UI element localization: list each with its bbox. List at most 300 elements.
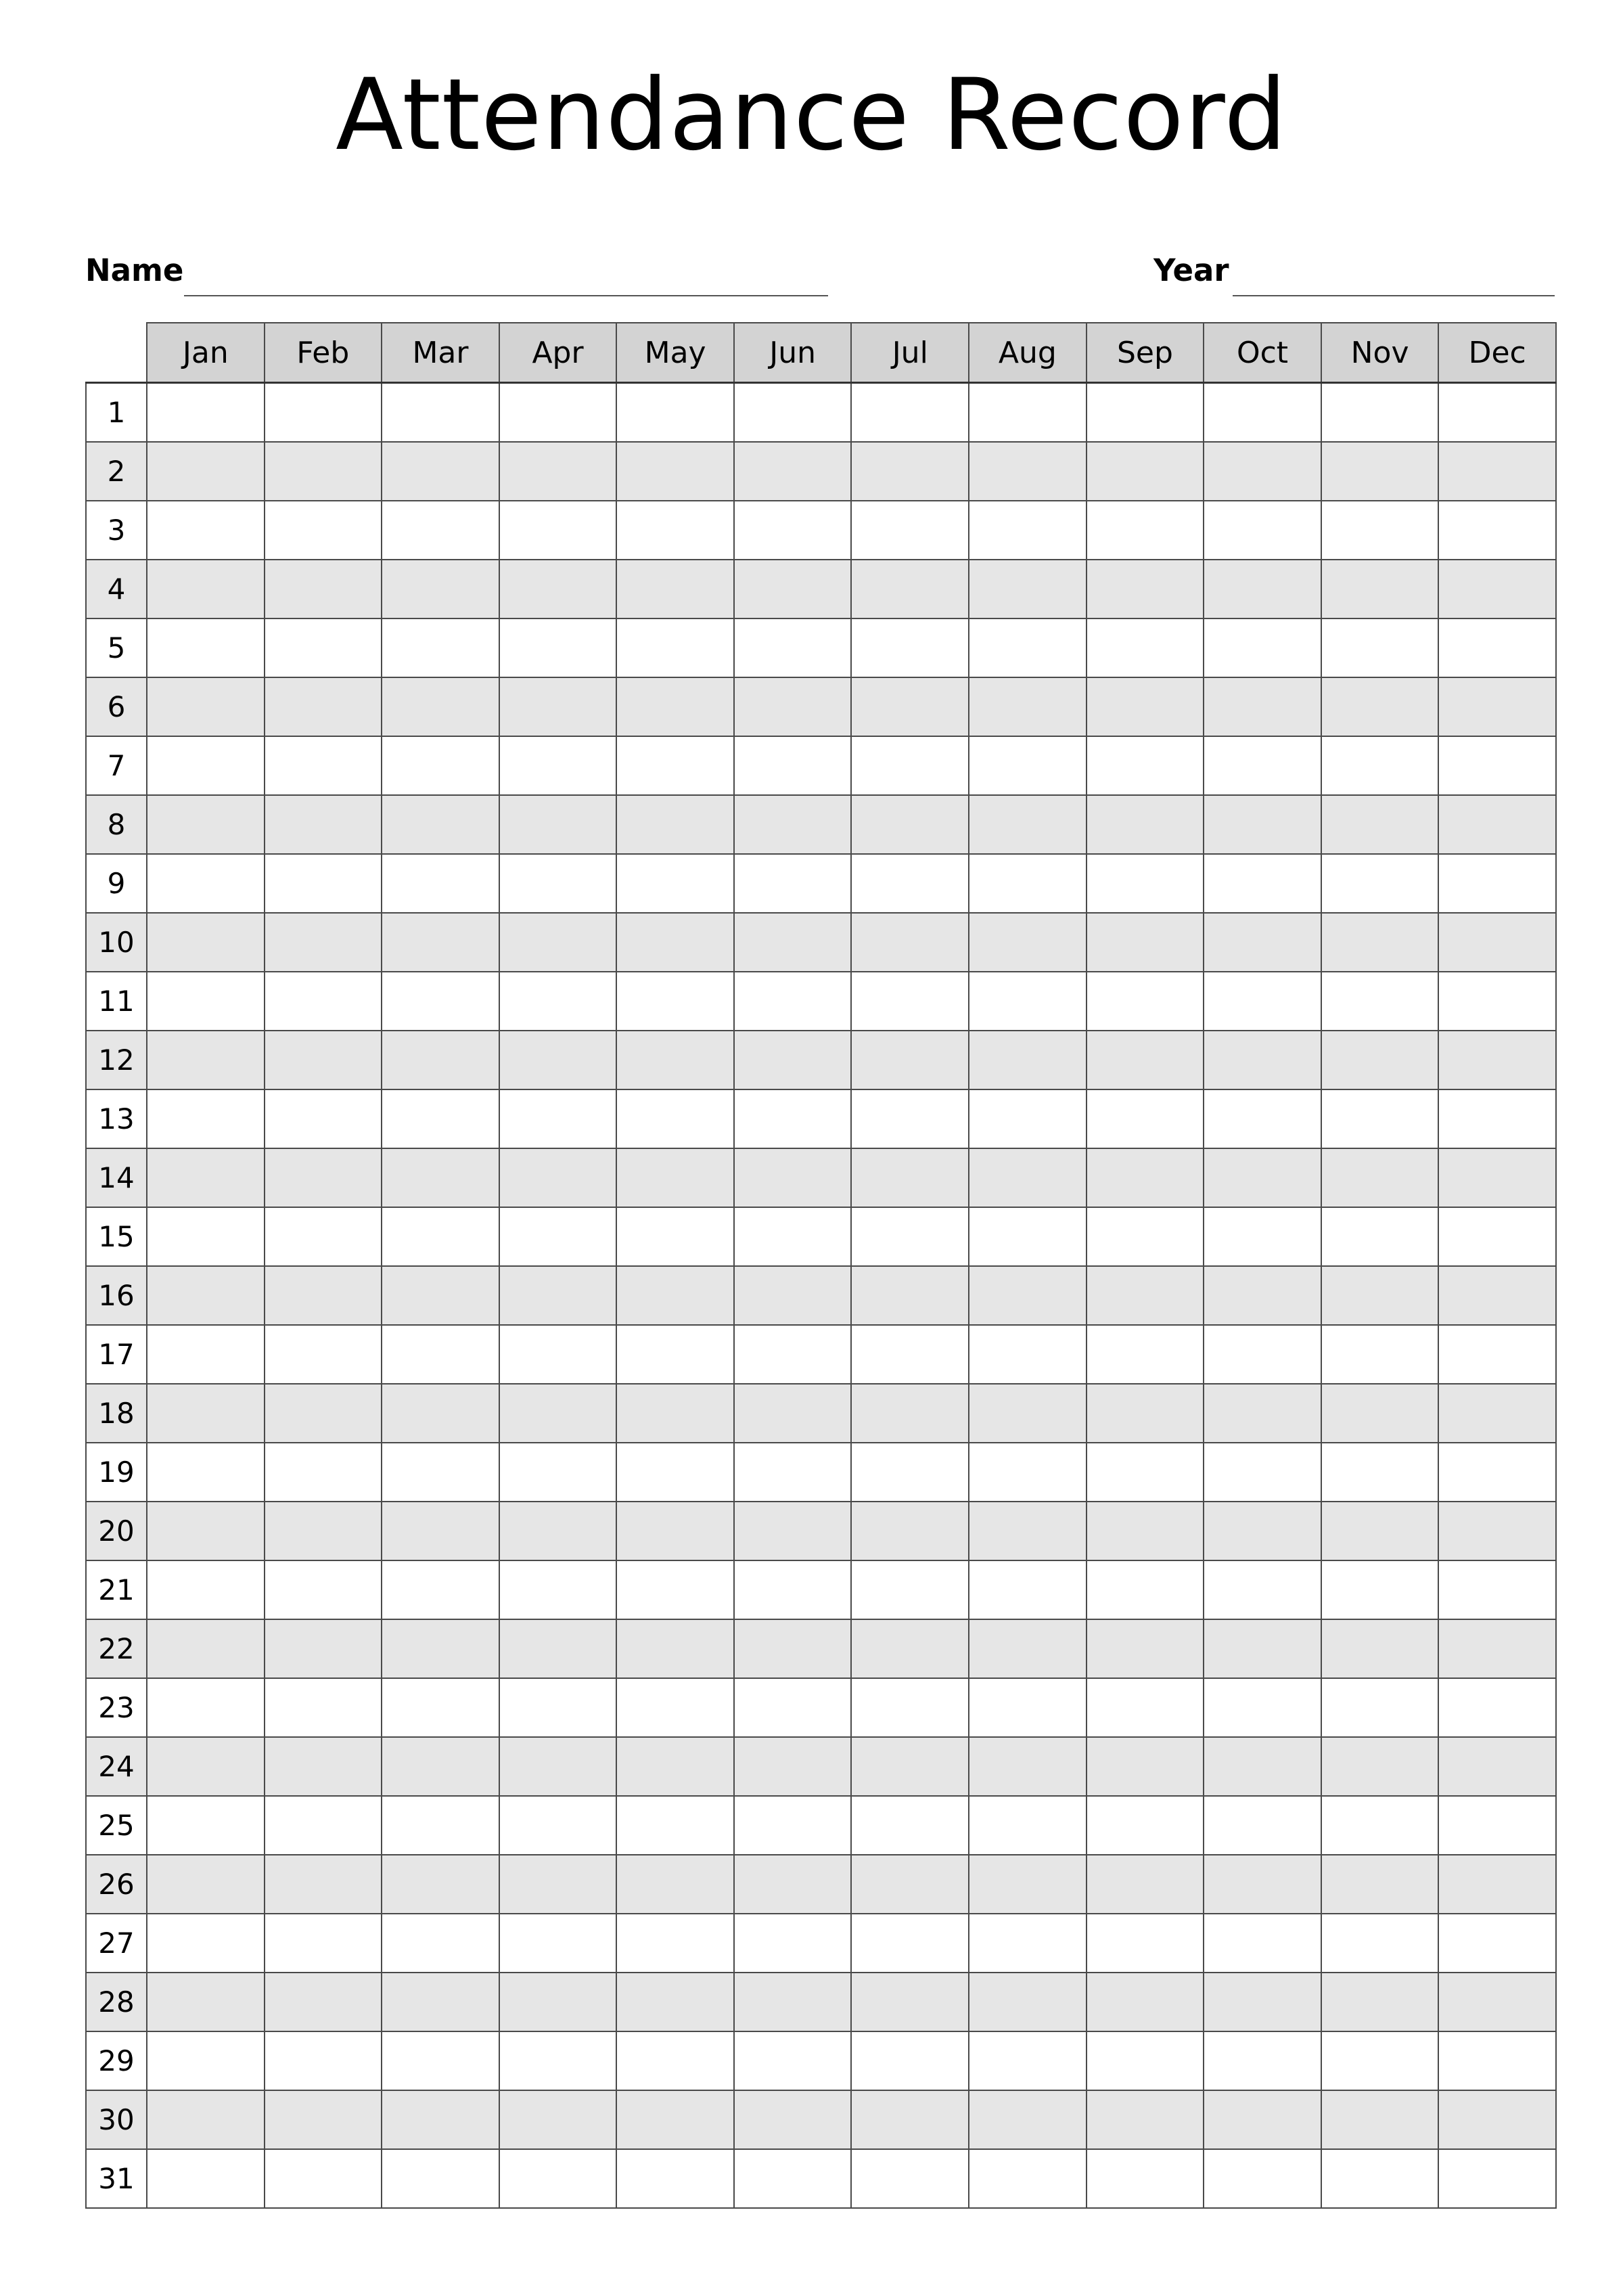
attendance-cell-feb[interactable] bbox=[265, 383, 382, 443]
attendance-cell-mar[interactable] bbox=[382, 442, 499, 501]
attendance-cell-mar[interactable] bbox=[382, 1089, 499, 1148]
attendance-cell-aug[interactable] bbox=[969, 1737, 1087, 1796]
attendance-cell-sep[interactable] bbox=[1087, 1737, 1204, 1796]
attendance-cell-jun[interactable] bbox=[734, 736, 852, 795]
attendance-cell-jan[interactable] bbox=[147, 1619, 265, 1678]
attendance-cell-apr[interactable] bbox=[499, 1089, 617, 1148]
attendance-cell-jul[interactable] bbox=[851, 1089, 969, 1148]
attendance-cell-nov[interactable] bbox=[1321, 2149, 1439, 2208]
attendance-cell-oct[interactable] bbox=[1204, 795, 1321, 854]
attendance-cell-sep[interactable] bbox=[1087, 1678, 1204, 1737]
attendance-cell-sep[interactable] bbox=[1087, 618, 1204, 677]
attendance-cell-mar[interactable] bbox=[382, 2090, 499, 2149]
attendance-cell-jun[interactable] bbox=[734, 1678, 852, 1737]
attendance-cell-apr[interactable] bbox=[499, 1148, 617, 1207]
attendance-cell-apr[interactable] bbox=[499, 1678, 617, 1737]
attendance-cell-aug[interactable] bbox=[969, 1207, 1087, 1266]
attendance-cell-jan[interactable] bbox=[147, 854, 265, 913]
attendance-cell-dec[interactable] bbox=[1438, 2031, 1556, 2090]
attendance-cell-dec[interactable] bbox=[1438, 854, 1556, 913]
attendance-cell-apr[interactable] bbox=[499, 1619, 617, 1678]
attendance-cell-aug[interactable] bbox=[969, 1443, 1087, 1502]
attendance-cell-mar[interactable] bbox=[382, 1266, 499, 1325]
attendance-cell-aug[interactable] bbox=[969, 854, 1087, 913]
attendance-cell-may[interactable] bbox=[616, 1560, 734, 1619]
attendance-cell-feb[interactable] bbox=[265, 677, 382, 736]
attendance-cell-nov[interactable] bbox=[1321, 795, 1439, 854]
attendance-cell-aug[interactable] bbox=[969, 736, 1087, 795]
attendance-cell-feb[interactable] bbox=[265, 1089, 382, 1148]
attendance-cell-mar[interactable] bbox=[382, 1737, 499, 1796]
attendance-cell-jan[interactable] bbox=[147, 1031, 265, 1089]
attendance-cell-may[interactable] bbox=[616, 1207, 734, 1266]
attendance-cell-aug[interactable] bbox=[969, 1031, 1087, 1089]
attendance-cell-oct[interactable] bbox=[1204, 1266, 1321, 1325]
attendance-cell-feb[interactable] bbox=[265, 972, 382, 1031]
attendance-cell-mar[interactable] bbox=[382, 736, 499, 795]
attendance-cell-feb[interactable] bbox=[265, 618, 382, 677]
attendance-cell-oct[interactable] bbox=[1204, 1443, 1321, 1502]
attendance-cell-jan[interactable] bbox=[147, 618, 265, 677]
attendance-cell-may[interactable] bbox=[616, 618, 734, 677]
attendance-cell-jan[interactable] bbox=[147, 1502, 265, 1560]
attendance-cell-aug[interactable] bbox=[969, 442, 1087, 501]
attendance-cell-jun[interactable] bbox=[734, 1148, 852, 1207]
attendance-cell-may[interactable] bbox=[616, 2090, 734, 2149]
attendance-cell-jun[interactable] bbox=[734, 383, 852, 443]
attendance-cell-sep[interactable] bbox=[1087, 854, 1204, 913]
attendance-cell-may[interactable] bbox=[616, 913, 734, 972]
attendance-cell-nov[interactable] bbox=[1321, 1678, 1439, 1737]
attendance-cell-jan[interactable] bbox=[147, 1325, 265, 1384]
attendance-cell-feb[interactable] bbox=[265, 501, 382, 560]
attendance-cell-may[interactable] bbox=[616, 2149, 734, 2208]
attendance-cell-dec[interactable] bbox=[1438, 442, 1556, 501]
attendance-cell-mar[interactable] bbox=[382, 560, 499, 618]
attendance-cell-mar[interactable] bbox=[382, 618, 499, 677]
attendance-cell-dec[interactable] bbox=[1438, 913, 1556, 972]
attendance-cell-apr[interactable] bbox=[499, 560, 617, 618]
attendance-cell-jun[interactable] bbox=[734, 560, 852, 618]
attendance-cell-jul[interactable] bbox=[851, 1737, 969, 1796]
attendance-cell-feb[interactable] bbox=[265, 2149, 382, 2208]
attendance-cell-sep[interactable] bbox=[1087, 1914, 1204, 1973]
attendance-cell-oct[interactable] bbox=[1204, 1207, 1321, 1266]
attendance-cell-sep[interactable] bbox=[1087, 1148, 1204, 1207]
attendance-cell-aug[interactable] bbox=[969, 1148, 1087, 1207]
attendance-cell-jul[interactable] bbox=[851, 501, 969, 560]
attendance-cell-nov[interactable] bbox=[1321, 854, 1439, 913]
attendance-cell-apr[interactable] bbox=[499, 1443, 617, 1502]
attendance-cell-feb[interactable] bbox=[265, 2090, 382, 2149]
attendance-cell-sep[interactable] bbox=[1087, 913, 1204, 972]
attendance-cell-jul[interactable] bbox=[851, 383, 969, 443]
attendance-cell-sep[interactable] bbox=[1087, 1443, 1204, 1502]
attendance-cell-oct[interactable] bbox=[1204, 1560, 1321, 1619]
attendance-cell-feb[interactable] bbox=[265, 1502, 382, 1560]
attendance-cell-mar[interactable] bbox=[382, 1678, 499, 1737]
attendance-cell-dec[interactable] bbox=[1438, 1325, 1556, 1384]
attendance-cell-dec[interactable] bbox=[1438, 1266, 1556, 1325]
attendance-cell-jul[interactable] bbox=[851, 1502, 969, 1560]
attendance-cell-may[interactable] bbox=[616, 854, 734, 913]
attendance-cell-oct[interactable] bbox=[1204, 1678, 1321, 1737]
attendance-cell-feb[interactable] bbox=[265, 1737, 382, 1796]
attendance-cell-apr[interactable] bbox=[499, 383, 617, 443]
attendance-cell-dec[interactable] bbox=[1438, 972, 1556, 1031]
attendance-cell-dec[interactable] bbox=[1438, 560, 1556, 618]
attendance-cell-jan[interactable] bbox=[147, 501, 265, 560]
attendance-cell-jul[interactable] bbox=[851, 1796, 969, 1855]
attendance-cell-may[interactable] bbox=[616, 1619, 734, 1678]
attendance-cell-apr[interactable] bbox=[499, 913, 617, 972]
attendance-cell-aug[interactable] bbox=[969, 618, 1087, 677]
attendance-cell-jan[interactable] bbox=[147, 1796, 265, 1855]
attendance-cell-mar[interactable] bbox=[382, 677, 499, 736]
attendance-cell-apr[interactable] bbox=[499, 1502, 617, 1560]
attendance-cell-apr[interactable] bbox=[499, 854, 617, 913]
attendance-cell-jan[interactable] bbox=[147, 1089, 265, 1148]
attendance-cell-jan[interactable] bbox=[147, 2031, 265, 2090]
attendance-cell-oct[interactable] bbox=[1204, 1384, 1321, 1443]
attendance-cell-oct[interactable] bbox=[1204, 1737, 1321, 1796]
attendance-cell-jul[interactable] bbox=[851, 795, 969, 854]
attendance-cell-jan[interactable] bbox=[147, 1443, 265, 1502]
attendance-cell-oct[interactable] bbox=[1204, 1325, 1321, 1384]
attendance-cell-jun[interactable] bbox=[734, 1031, 852, 1089]
attendance-cell-oct[interactable] bbox=[1204, 442, 1321, 501]
attendance-cell-mar[interactable] bbox=[382, 1973, 499, 2031]
attendance-cell-mar[interactable] bbox=[382, 1619, 499, 1678]
attendance-cell-aug[interactable] bbox=[969, 1560, 1087, 1619]
attendance-cell-sep[interactable] bbox=[1087, 1855, 1204, 1914]
attendance-cell-jan[interactable] bbox=[147, 1737, 265, 1796]
attendance-cell-aug[interactable] bbox=[969, 913, 1087, 972]
attendance-cell-mar[interactable] bbox=[382, 795, 499, 854]
attendance-cell-feb[interactable] bbox=[265, 1678, 382, 1737]
attendance-cell-jul[interactable] bbox=[851, 972, 969, 1031]
attendance-cell-feb[interactable] bbox=[265, 1325, 382, 1384]
attendance-cell-sep[interactable] bbox=[1087, 1973, 1204, 2031]
attendance-cell-nov[interactable] bbox=[1321, 1207, 1439, 1266]
attendance-cell-dec[interactable] bbox=[1438, 1148, 1556, 1207]
attendance-cell-jul[interactable] bbox=[851, 1619, 969, 1678]
attendance-cell-sep[interactable] bbox=[1087, 1266, 1204, 1325]
attendance-cell-oct[interactable] bbox=[1204, 1089, 1321, 1148]
attendance-cell-nov[interactable] bbox=[1321, 1384, 1439, 1443]
attendance-cell-oct[interactable] bbox=[1204, 913, 1321, 972]
attendance-cell-may[interactable] bbox=[616, 2031, 734, 2090]
attendance-cell-jan[interactable] bbox=[147, 1973, 265, 2031]
attendance-cell-feb[interactable] bbox=[265, 1148, 382, 1207]
attendance-cell-mar[interactable] bbox=[382, 2031, 499, 2090]
attendance-cell-may[interactable] bbox=[616, 383, 734, 443]
attendance-cell-jun[interactable] bbox=[734, 972, 852, 1031]
attendance-cell-nov[interactable] bbox=[1321, 972, 1439, 1031]
attendance-cell-oct[interactable] bbox=[1204, 972, 1321, 1031]
attendance-cell-dec[interactable] bbox=[1438, 1502, 1556, 1560]
attendance-cell-apr[interactable] bbox=[499, 1266, 617, 1325]
attendance-cell-sep[interactable] bbox=[1087, 2149, 1204, 2208]
attendance-cell-may[interactable] bbox=[616, 1855, 734, 1914]
attendance-cell-nov[interactable] bbox=[1321, 2090, 1439, 2149]
attendance-cell-dec[interactable] bbox=[1438, 1031, 1556, 1089]
attendance-cell-jan[interactable] bbox=[147, 1678, 265, 1737]
attendance-cell-may[interactable] bbox=[616, 1678, 734, 1737]
attendance-cell-nov[interactable] bbox=[1321, 1796, 1439, 1855]
attendance-cell-nov[interactable] bbox=[1321, 442, 1439, 501]
attendance-cell-feb[interactable] bbox=[265, 1855, 382, 1914]
attendance-cell-jan[interactable] bbox=[147, 560, 265, 618]
attendance-cell-dec[interactable] bbox=[1438, 1560, 1556, 1619]
attendance-cell-dec[interactable] bbox=[1438, 1973, 1556, 2031]
attendance-cell-jul[interactable] bbox=[851, 1914, 969, 1973]
attendance-cell-dec[interactable] bbox=[1438, 795, 1556, 854]
attendance-cell-jun[interactable] bbox=[734, 1384, 852, 1443]
attendance-cell-nov[interactable] bbox=[1321, 1737, 1439, 1796]
attendance-cell-jun[interactable] bbox=[734, 442, 852, 501]
attendance-cell-dec[interactable] bbox=[1438, 1796, 1556, 1855]
attendance-cell-jul[interactable] bbox=[851, 1855, 969, 1914]
attendance-cell-jan[interactable] bbox=[147, 2090, 265, 2149]
attendance-cell-dec[interactable] bbox=[1438, 736, 1556, 795]
attendance-cell-nov[interactable] bbox=[1321, 560, 1439, 618]
attendance-cell-dec[interactable] bbox=[1438, 1443, 1556, 1502]
attendance-cell-jul[interactable] bbox=[851, 1207, 969, 1266]
attendance-cell-sep[interactable] bbox=[1087, 1560, 1204, 1619]
attendance-cell-nov[interactable] bbox=[1321, 1914, 1439, 1973]
attendance-cell-may[interactable] bbox=[616, 1089, 734, 1148]
attendance-cell-jul[interactable] bbox=[851, 1148, 969, 1207]
attendance-cell-nov[interactable] bbox=[1321, 618, 1439, 677]
attendance-cell-jul[interactable] bbox=[851, 677, 969, 736]
attendance-cell-dec[interactable] bbox=[1438, 1384, 1556, 1443]
attendance-cell-aug[interactable] bbox=[969, 677, 1087, 736]
attendance-cell-dec[interactable] bbox=[1438, 2090, 1556, 2149]
attendance-cell-may[interactable] bbox=[616, 736, 734, 795]
attendance-cell-jul[interactable] bbox=[851, 1266, 969, 1325]
attendance-cell-apr[interactable] bbox=[499, 618, 617, 677]
attendance-cell-dec[interactable] bbox=[1438, 2149, 1556, 2208]
attendance-cell-apr[interactable] bbox=[499, 1325, 617, 1384]
attendance-cell-aug[interactable] bbox=[969, 1855, 1087, 1914]
attendance-cell-nov[interactable] bbox=[1321, 1855, 1439, 1914]
attendance-cell-feb[interactable] bbox=[265, 1384, 382, 1443]
attendance-cell-apr[interactable] bbox=[499, 1031, 617, 1089]
attendance-cell-nov[interactable] bbox=[1321, 383, 1439, 443]
attendance-cell-sep[interactable] bbox=[1087, 442, 1204, 501]
attendance-cell-oct[interactable] bbox=[1204, 677, 1321, 736]
attendance-cell-oct[interactable] bbox=[1204, 2031, 1321, 2090]
attendance-cell-jan[interactable] bbox=[147, 1207, 265, 1266]
attendance-cell-jan[interactable] bbox=[147, 972, 265, 1031]
attendance-cell-aug[interactable] bbox=[969, 501, 1087, 560]
attendance-cell-may[interactable] bbox=[616, 1502, 734, 1560]
attendance-cell-apr[interactable] bbox=[499, 2149, 617, 2208]
attendance-cell-nov[interactable] bbox=[1321, 1973, 1439, 2031]
attendance-cell-nov[interactable] bbox=[1321, 913, 1439, 972]
attendance-cell-aug[interactable] bbox=[969, 1384, 1087, 1443]
attendance-cell-sep[interactable] bbox=[1087, 1796, 1204, 1855]
attendance-cell-oct[interactable] bbox=[1204, 1973, 1321, 2031]
attendance-cell-feb[interactable] bbox=[265, 1443, 382, 1502]
attendance-cell-feb[interactable] bbox=[265, 2031, 382, 2090]
attendance-cell-apr[interactable] bbox=[499, 677, 617, 736]
attendance-cell-aug[interactable] bbox=[969, 1325, 1087, 1384]
attendance-cell-jan[interactable] bbox=[147, 1560, 265, 1619]
attendance-cell-nov[interactable] bbox=[1321, 501, 1439, 560]
attendance-cell-jul[interactable] bbox=[851, 736, 969, 795]
attendance-cell-sep[interactable] bbox=[1087, 795, 1204, 854]
attendance-cell-jun[interactable] bbox=[734, 854, 852, 913]
attendance-cell-mar[interactable] bbox=[382, 1796, 499, 1855]
attendance-cell-sep[interactable] bbox=[1087, 677, 1204, 736]
attendance-cell-sep[interactable] bbox=[1087, 383, 1204, 443]
attendance-cell-aug[interactable] bbox=[969, 2090, 1087, 2149]
attendance-cell-nov[interactable] bbox=[1321, 1266, 1439, 1325]
attendance-cell-dec[interactable] bbox=[1438, 1855, 1556, 1914]
attendance-cell-jun[interactable] bbox=[734, 2031, 852, 2090]
attendance-cell-feb[interactable] bbox=[265, 560, 382, 618]
attendance-cell-jun[interactable] bbox=[734, 2149, 852, 2208]
attendance-cell-may[interactable] bbox=[616, 1325, 734, 1384]
attendance-cell-mar[interactable] bbox=[382, 1560, 499, 1619]
attendance-cell-jun[interactable] bbox=[734, 1089, 852, 1148]
attendance-cell-jul[interactable] bbox=[851, 442, 969, 501]
attendance-cell-dec[interactable] bbox=[1438, 677, 1556, 736]
attendance-cell-oct[interactable] bbox=[1204, 618, 1321, 677]
attendance-cell-jun[interactable] bbox=[734, 795, 852, 854]
attendance-cell-nov[interactable] bbox=[1321, 677, 1439, 736]
attendance-cell-sep[interactable] bbox=[1087, 1031, 1204, 1089]
attendance-cell-mar[interactable] bbox=[382, 1325, 499, 1384]
attendance-cell-may[interactable] bbox=[616, 1148, 734, 1207]
attendance-cell-dec[interactable] bbox=[1438, 1619, 1556, 1678]
attendance-cell-jan[interactable] bbox=[147, 1855, 265, 1914]
attendance-cell-jun[interactable] bbox=[734, 1443, 852, 1502]
attendance-cell-aug[interactable] bbox=[969, 1678, 1087, 1737]
attendance-cell-jan[interactable] bbox=[147, 913, 265, 972]
attendance-cell-nov[interactable] bbox=[1321, 1443, 1439, 1502]
attendance-cell-aug[interactable] bbox=[969, 1973, 1087, 2031]
attendance-cell-apr[interactable] bbox=[499, 1973, 617, 2031]
attendance-cell-jun[interactable] bbox=[734, 1855, 852, 1914]
attendance-cell-nov[interactable] bbox=[1321, 1502, 1439, 1560]
attendance-cell-may[interactable] bbox=[616, 1031, 734, 1089]
attendance-cell-aug[interactable] bbox=[969, 1796, 1087, 1855]
attendance-cell-oct[interactable] bbox=[1204, 2149, 1321, 2208]
attendance-cell-jun[interactable] bbox=[734, 501, 852, 560]
attendance-cell-oct[interactable] bbox=[1204, 560, 1321, 618]
attendance-cell-oct[interactable] bbox=[1204, 1914, 1321, 1973]
attendance-cell-feb[interactable] bbox=[265, 736, 382, 795]
attendance-cell-jan[interactable] bbox=[147, 795, 265, 854]
attendance-cell-jan[interactable] bbox=[147, 736, 265, 795]
attendance-cell-jul[interactable] bbox=[851, 913, 969, 972]
attendance-cell-dec[interactable] bbox=[1438, 1737, 1556, 1796]
attendance-cell-apr[interactable] bbox=[499, 1384, 617, 1443]
name-field-line[interactable] bbox=[184, 295, 828, 296]
attendance-cell-aug[interactable] bbox=[969, 1089, 1087, 1148]
attendance-cell-may[interactable] bbox=[616, 501, 734, 560]
attendance-cell-dec[interactable] bbox=[1438, 383, 1556, 443]
attendance-cell-mar[interactable] bbox=[382, 1443, 499, 1502]
attendance-cell-feb[interactable] bbox=[265, 1796, 382, 1855]
attendance-cell-may[interactable] bbox=[616, 1384, 734, 1443]
attendance-cell-may[interactable] bbox=[616, 677, 734, 736]
attendance-cell-jul[interactable] bbox=[851, 1678, 969, 1737]
attendance-cell-apr[interactable] bbox=[499, 501, 617, 560]
attendance-cell-jun[interactable] bbox=[734, 1207, 852, 1266]
attendance-cell-apr[interactable] bbox=[499, 972, 617, 1031]
attendance-cell-may[interactable] bbox=[616, 1737, 734, 1796]
attendance-cell-may[interactable] bbox=[616, 795, 734, 854]
attendance-cell-apr[interactable] bbox=[499, 736, 617, 795]
attendance-cell-jul[interactable] bbox=[851, 1384, 969, 1443]
attendance-cell-may[interactable] bbox=[616, 1443, 734, 1502]
attendance-cell-aug[interactable] bbox=[969, 972, 1087, 1031]
attendance-cell-jan[interactable] bbox=[147, 677, 265, 736]
attendance-cell-aug[interactable] bbox=[969, 1502, 1087, 1560]
attendance-cell-feb[interactable] bbox=[265, 1973, 382, 2031]
attendance-cell-nov[interactable] bbox=[1321, 1325, 1439, 1384]
attendance-cell-apr[interactable] bbox=[499, 2031, 617, 2090]
attendance-cell-feb[interactable] bbox=[265, 1031, 382, 1089]
attendance-cell-sep[interactable] bbox=[1087, 736, 1204, 795]
attendance-cell-jul[interactable] bbox=[851, 1973, 969, 2031]
attendance-cell-oct[interactable] bbox=[1204, 1619, 1321, 1678]
attendance-cell-jun[interactable] bbox=[734, 1737, 852, 1796]
attendance-cell-nov[interactable] bbox=[1321, 1089, 1439, 1148]
attendance-cell-apr[interactable] bbox=[499, 795, 617, 854]
attendance-cell-jun[interactable] bbox=[734, 1619, 852, 1678]
attendance-cell-aug[interactable] bbox=[969, 2149, 1087, 2208]
attendance-cell-mar[interactable] bbox=[382, 854, 499, 913]
attendance-cell-jan[interactable] bbox=[147, 1914, 265, 1973]
attendance-cell-may[interactable] bbox=[616, 1973, 734, 2031]
attendance-cell-sep[interactable] bbox=[1087, 1384, 1204, 1443]
attendance-cell-mar[interactable] bbox=[382, 972, 499, 1031]
attendance-cell-may[interactable] bbox=[616, 1914, 734, 1973]
attendance-cell-aug[interactable] bbox=[969, 560, 1087, 618]
attendance-cell-feb[interactable] bbox=[265, 795, 382, 854]
attendance-cell-jun[interactable] bbox=[734, 677, 852, 736]
attendance-cell-sep[interactable] bbox=[1087, 560, 1204, 618]
attendance-cell-aug[interactable] bbox=[969, 383, 1087, 443]
attendance-cell-feb[interactable] bbox=[265, 1266, 382, 1325]
attendance-cell-mar[interactable] bbox=[382, 2149, 499, 2208]
attendance-cell-oct[interactable] bbox=[1204, 1855, 1321, 1914]
attendance-cell-jul[interactable] bbox=[851, 2031, 969, 2090]
attendance-cell-may[interactable] bbox=[616, 442, 734, 501]
attendance-cell-jun[interactable] bbox=[734, 1325, 852, 1384]
attendance-cell-jun[interactable] bbox=[734, 1914, 852, 1973]
attendance-cell-jul[interactable] bbox=[851, 854, 969, 913]
attendance-cell-nov[interactable] bbox=[1321, 2031, 1439, 2090]
attendance-cell-jan[interactable] bbox=[147, 1266, 265, 1325]
attendance-cell-jun[interactable] bbox=[734, 1560, 852, 1619]
attendance-cell-jun[interactable] bbox=[734, 1973, 852, 2031]
attendance-cell-nov[interactable] bbox=[1321, 736, 1439, 795]
attendance-cell-mar[interactable] bbox=[382, 1502, 499, 1560]
attendance-cell-jan[interactable] bbox=[147, 1148, 265, 1207]
attendance-cell-jul[interactable] bbox=[851, 1031, 969, 1089]
attendance-cell-oct[interactable] bbox=[1204, 383, 1321, 443]
attendance-cell-apr[interactable] bbox=[499, 1737, 617, 1796]
attendance-cell-aug[interactable] bbox=[969, 1266, 1087, 1325]
attendance-cell-may[interactable] bbox=[616, 1796, 734, 1855]
attendance-cell-sep[interactable] bbox=[1087, 2090, 1204, 2149]
